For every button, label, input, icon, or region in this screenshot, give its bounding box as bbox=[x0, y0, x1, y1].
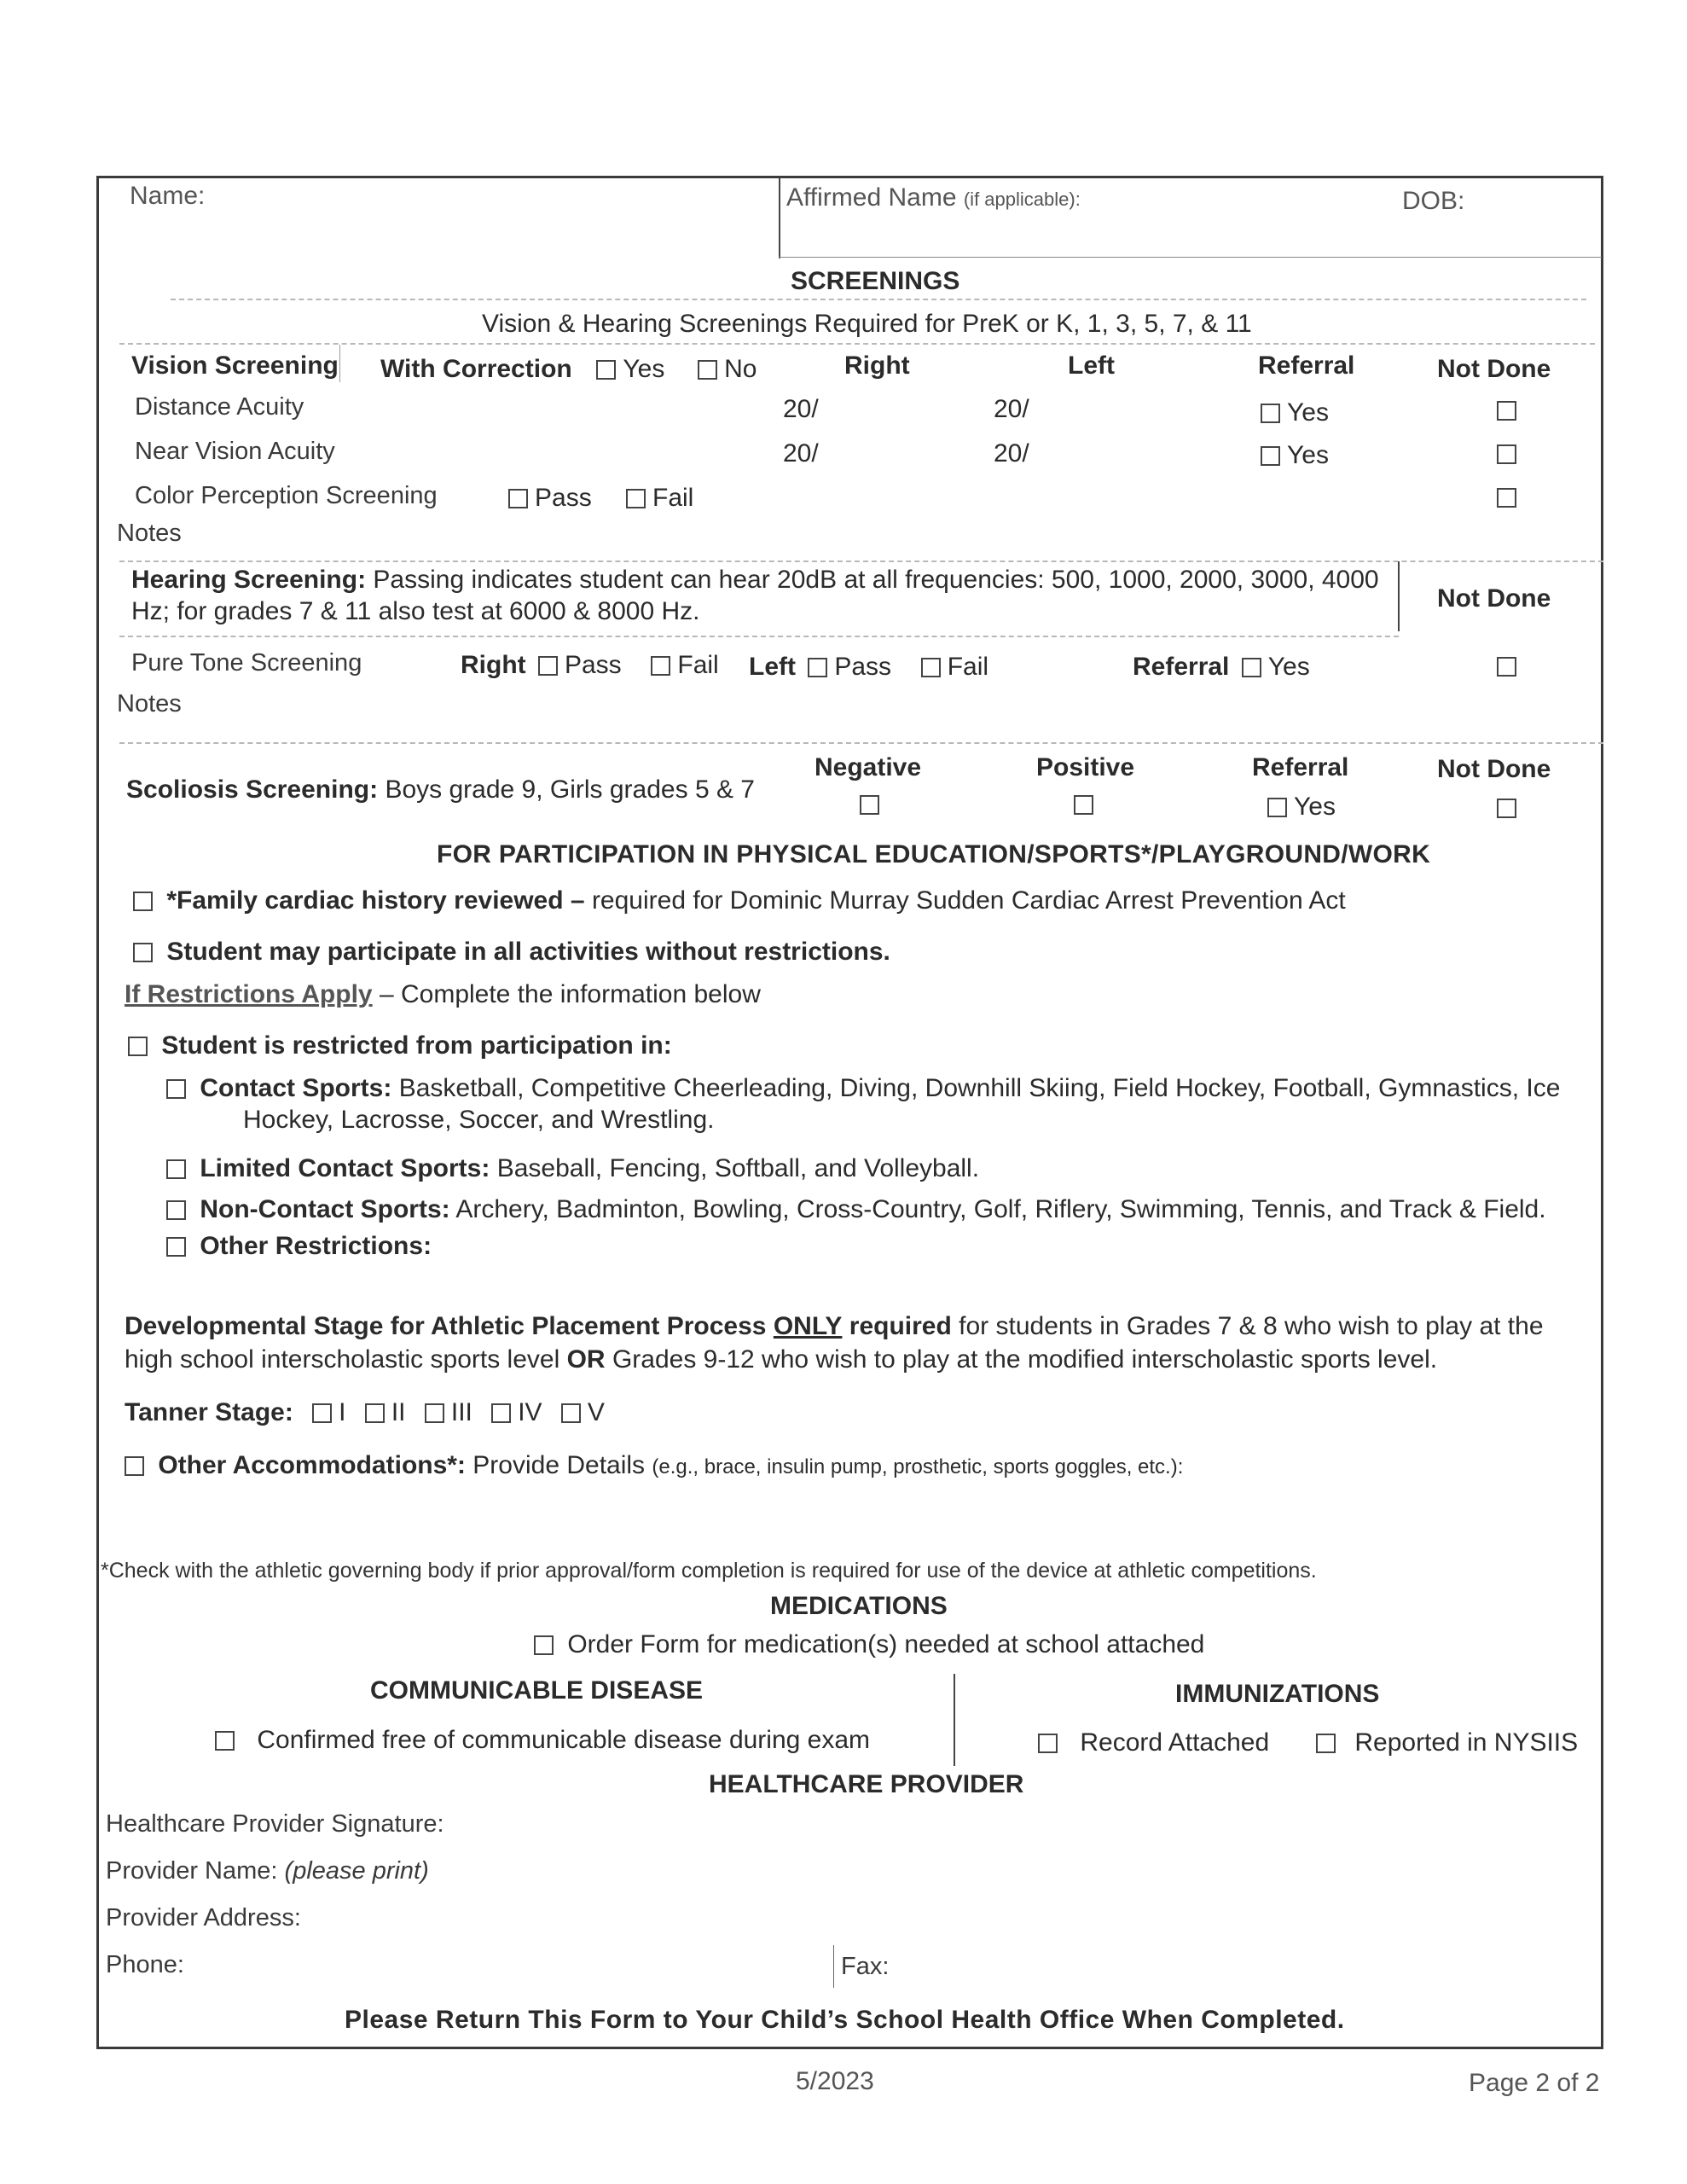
order-form-row bbox=[534, 1629, 1204, 1660]
col-left-header: Left bbox=[1068, 351, 1115, 380]
contact-sports-text-1: Basketball, Competitive Cheerleading, Diving, Downhill Skiing, Field Hockey, Football, Gymnastics, Ice bbox=[398, 1074, 1561, 1102]
immunizations-title: IMMUNIZATIONS bbox=[1175, 1680, 1380, 1708]
record-attached-row bbox=[1038, 1728, 1269, 1758]
near-referral-checkbox[interactable] bbox=[1261, 446, 1280, 466]
distance-referral-yes: Yes bbox=[1287, 398, 1329, 427]
color-pass-checkbox[interactable] bbox=[508, 489, 528, 508]
provider-name-row[interactable] bbox=[106, 1856, 429, 1885]
limited-contact-text: Baseball, Fencing, Softball, and Volleyball. bbox=[496, 1154, 980, 1182]
affirmed-name-note: (if applicable): bbox=[963, 189, 1081, 210]
if-restrictions-label: If Restrictions Apply bbox=[125, 980, 373, 1008]
other-accommodations-row bbox=[125, 1450, 1183, 1483]
restricted-label: Student is restricted from participation in: bbox=[161, 1031, 672, 1060]
dev-only: ONLY bbox=[773, 1312, 843, 1340]
hearing-notes-label: Notes bbox=[117, 690, 182, 717]
hearing-text-1: Passing indicates student can hear 20dB at all frequencies: 500, 1000, 2000, 3000, 4000 bbox=[373, 566, 1379, 594]
athletic-footnote: *Check with the athletic governing body if prior approval/form completion is required for use of the device at athletic competitions. bbox=[101, 1559, 1317, 1583]
vision-heading-divider bbox=[339, 345, 340, 382]
contact-sports-label: Contact Sports: bbox=[200, 1074, 392, 1102]
pure-tone-right-label: Right bbox=[461, 651, 526, 679]
tanner-stage-row bbox=[125, 1397, 605, 1428]
dev-required: required bbox=[849, 1312, 952, 1340]
tanner-4-checkbox[interactable] bbox=[491, 1403, 511, 1423]
phone-label[interactable]: Phone: bbox=[106, 1951, 184, 1978]
affirmed-name-label bbox=[786, 183, 1081, 215]
hearing-not-done-divider bbox=[1398, 561, 1400, 631]
if-restrictions-row bbox=[125, 979, 761, 1010]
page-number: Page 2 of 2 bbox=[1469, 2069, 1600, 2097]
correction-yes-label: Yes bbox=[623, 355, 665, 383]
correction-no-checkbox[interactable] bbox=[698, 360, 717, 380]
scoliosis-negative-checkbox[interactable] bbox=[860, 795, 879, 815]
distance-referral-checkbox[interactable] bbox=[1261, 404, 1280, 423]
near-right-value[interactable]: 20/ bbox=[783, 439, 819, 468]
scoliosis-top-divider bbox=[119, 742, 1603, 744]
distance-not-done-checkbox[interactable] bbox=[1497, 401, 1516, 421]
near-left-value[interactable]: 20/ bbox=[994, 439, 1029, 468]
near-not-done-checkbox[interactable] bbox=[1497, 444, 1516, 464]
near-referral bbox=[1261, 440, 1329, 471]
tanner-3-checkbox[interactable] bbox=[425, 1403, 444, 1423]
distance-left-value[interactable]: 20/ bbox=[994, 395, 1029, 423]
contact-sports-text-2: Hockey, Lacrosse, Soccer, and Wrestling. bbox=[243, 1106, 715, 1134]
near-referral-yes: Yes bbox=[1287, 441, 1329, 469]
left-pass-checkbox[interactable] bbox=[808, 658, 827, 677]
cardiac-checkbox[interactable] bbox=[133, 892, 153, 911]
communicable-confirmed-checkbox[interactable] bbox=[215, 1731, 235, 1751]
provider-name-note: (please print) bbox=[284, 1857, 429, 1885]
communicable-confirmed-label: Confirmed free of communicable disease during exam bbox=[257, 1726, 871, 1754]
hearing-not-done-header: Not Done bbox=[1437, 584, 1551, 613]
correction-no-label: No bbox=[724, 355, 757, 383]
other-accommodations-label: Other Accommodations*: bbox=[158, 1451, 466, 1479]
return-note: Please Return This Form to Your Child’s School Health Office When Completed. bbox=[345, 2006, 1345, 2034]
color-perception-label: Color Perception Screening bbox=[135, 482, 438, 509]
scoliosis-positive-header: Positive bbox=[1036, 753, 1135, 781]
pure-tone-referral-yes: Yes bbox=[1267, 653, 1310, 681]
pure-tone-referral-checkbox[interactable] bbox=[1242, 658, 1261, 677]
scoliosis-description bbox=[126, 775, 755, 805]
phone-fax-divider bbox=[833, 1945, 834, 1988]
healthcare-provider-title: HEALTHCARE PROVIDER bbox=[709, 1770, 1024, 1798]
provider-address-label[interactable]: Provider Address: bbox=[106, 1904, 301, 1931]
screenings-title: SCREENINGS bbox=[791, 267, 960, 295]
with-correction-label: With Correction bbox=[380, 355, 572, 383]
tanner-2-label: II bbox=[391, 1398, 406, 1426]
tanner-1-checkbox[interactable] bbox=[312, 1403, 332, 1423]
reported-nysiis-label: Reported in NYSIIS bbox=[1354, 1728, 1579, 1757]
tanner-2-checkbox[interactable] bbox=[365, 1403, 385, 1423]
scoliosis-referral-header: Referral bbox=[1252, 753, 1349, 781]
scoliosis-not-done bbox=[1497, 799, 1516, 820]
order-form-label: Order Form for medication(s) needed at school attached bbox=[567, 1630, 1205, 1658]
contact-sports-row bbox=[166, 1073, 1560, 1104]
record-attached-label: Record Attached bbox=[1080, 1728, 1270, 1757]
tanner-label: Tanner Stage: bbox=[125, 1398, 293, 1426]
hearing-description bbox=[131, 565, 1379, 595]
limited-contact-label: Limited Contact Sports: bbox=[200, 1154, 490, 1182]
contact-sports-checkbox[interactable] bbox=[166, 1079, 186, 1099]
developmental-line-1 bbox=[125, 1311, 1544, 1342]
other-accommodations-checkbox[interactable] bbox=[125, 1456, 144, 1476]
near-not-done bbox=[1497, 444, 1516, 466]
scoliosis-referral bbox=[1267, 792, 1336, 822]
scoliosis-negative-header: Negative bbox=[815, 753, 922, 781]
tanner-5-checkbox[interactable] bbox=[561, 1403, 581, 1423]
limited-contact-checkbox[interactable] bbox=[166, 1159, 186, 1179]
pure-tone-referral bbox=[1133, 652, 1310, 682]
no-restrictions-label: Student may participate in all activities without restrictions. bbox=[166, 938, 890, 966]
non-contact-text: Archery, Badminton, Bowling, Cross-Country, Golf, Riflery, Swimming, Tennis, and Track & Field. bbox=[455, 1195, 1546, 1223]
other-accommodations-eg: (e.g., brace, insulin pump, prosthetic, sports goggles, etc.): bbox=[652, 1455, 1184, 1478]
communicable-disease-title: COMMUNICABLE DISEASE bbox=[370, 1676, 704, 1705]
pure-tone-referral-label: Referral bbox=[1133, 653, 1230, 681]
developmental-line-2 bbox=[125, 1345, 1437, 1375]
other-restrictions-label: Other Restrictions: bbox=[200, 1232, 432, 1260]
pure-tone-not-done bbox=[1497, 657, 1516, 678]
right-pass-label: Pass bbox=[564, 651, 622, 679]
color-pass-label: Pass bbox=[535, 484, 592, 512]
pure-tone-left bbox=[749, 652, 988, 682]
color-fail-checkbox[interactable] bbox=[626, 489, 646, 508]
tanner-5-label: V bbox=[587, 1398, 605, 1426]
hearing-top-divider bbox=[119, 561, 1603, 562]
medications-title: MEDICATIONS bbox=[770, 1592, 948, 1620]
screenings-divider bbox=[171, 299, 1586, 300]
non-contact-checkbox[interactable] bbox=[166, 1200, 186, 1220]
header-bottom-line bbox=[779, 257, 1602, 258]
cardiac-row bbox=[133, 886, 1346, 916]
pure-tone-not-done-checkbox[interactable] bbox=[1497, 657, 1516, 677]
color-not-done-checkbox[interactable] bbox=[1497, 488, 1516, 508]
tanner-3-label: III bbox=[450, 1398, 472, 1426]
if-restrictions-text: – Complete the information below bbox=[379, 980, 761, 1008]
left-fail-checkbox[interactable] bbox=[921, 658, 941, 677]
distance-referral bbox=[1261, 398, 1329, 428]
other-restrictions-row bbox=[166, 1231, 432, 1262]
scoliosis-heading: Scoliosis Screening: bbox=[126, 775, 379, 804]
restricted-checkbox[interactable] bbox=[128, 1037, 148, 1056]
scoliosis-referral-checkbox[interactable] bbox=[1267, 798, 1287, 817]
color-pass-option bbox=[508, 483, 592, 514]
right-fail-label: Fail bbox=[677, 651, 719, 679]
scoliosis-positive bbox=[1074, 795, 1093, 816]
form-date: 5/2023 bbox=[796, 2067, 874, 2095]
vision-notes-label: Notes bbox=[117, 520, 182, 547]
scoliosis-not-done-checkbox[interactable] bbox=[1497, 799, 1516, 818]
affirmed-name-text: Affirmed Name bbox=[786, 183, 957, 212]
provider-name-label: Provider Name: bbox=[106, 1857, 278, 1885]
disease-immunization-divider bbox=[954, 1674, 955, 1766]
record-attached-checkbox[interactable] bbox=[1038, 1734, 1058, 1753]
left-fail-label: Fail bbox=[947, 653, 989, 681]
hearing-row-divider bbox=[119, 636, 1399, 637]
scoliosis-not-done-header: Not Done bbox=[1437, 755, 1551, 783]
tanner-4-label: IV bbox=[518, 1398, 542, 1426]
pure-tone-label: Pure Tone Screening bbox=[131, 649, 362, 677]
dev-text-2a: high school interscholastic sports level bbox=[125, 1345, 560, 1374]
communicable-confirmed-row bbox=[215, 1725, 870, 1756]
color-fail-option bbox=[626, 483, 693, 514]
no-restrictions-checkbox[interactable] bbox=[133, 943, 153, 962]
scoliosis-referral-yes: Yes bbox=[1294, 793, 1336, 821]
near-vision-label: Near Vision Acuity bbox=[135, 438, 335, 465]
col-right-header: Right bbox=[844, 351, 910, 380]
dev-heading: Developmental Stage for Athletic Placement Process bbox=[125, 1312, 767, 1340]
pure-tone-left-label: Left bbox=[749, 653, 796, 681]
order-form-checkbox[interactable] bbox=[534, 1635, 554, 1655]
non-contact-row bbox=[166, 1194, 1546, 1225]
participation-title: FOR PARTICIPATION IN PHYSICAL EDUCATION/SPORTS*/PLAYGROUND/WORK bbox=[437, 840, 1431, 868]
name-label: Name: bbox=[130, 182, 206, 210]
right-pass-checkbox[interactable] bbox=[538, 656, 558, 676]
other-accommodations-text: Provide Details bbox=[472, 1451, 646, 1479]
distance-right-value[interactable]: 20/ bbox=[783, 395, 819, 423]
color-not-done bbox=[1497, 488, 1516, 509]
dob-label: DOB: bbox=[1402, 187, 1465, 215]
scoliosis-text: Boys grade 9, Girls grades 5 & 7 bbox=[385, 775, 755, 804]
hearing-heading: Hearing Screening: bbox=[131, 566, 367, 594]
distance-not-done bbox=[1497, 401, 1516, 422]
vision-top-divider bbox=[119, 343, 1595, 345]
reported-nysiis-row bbox=[1316, 1728, 1578, 1758]
fax-label[interactable]: Fax: bbox=[841, 1953, 890, 1980]
scoliosis-positive-checkbox[interactable] bbox=[1074, 795, 1093, 815]
scoliosis-negative bbox=[860, 795, 879, 816]
screenings-subtitle: Vision & Hearing Screenings Required for PreK or K, 1, 3, 5, 7, & 11 bbox=[482, 310, 1252, 338]
header-divider bbox=[779, 177, 780, 258]
color-fail-label: Fail bbox=[652, 484, 694, 512]
col-not-done-header: Not Done bbox=[1437, 355, 1551, 383]
with-correction-group bbox=[380, 354, 757, 385]
cardiac-label: *Family cardiac history reviewed – bbox=[166, 886, 585, 915]
dev-text-2b: Grades 9-12 who wish to play at the modified interscholastic sports level. bbox=[612, 1345, 1438, 1374]
hearing-text-2: Hz; for grades 7 & 11 also test at 6000 & 8000 Hz. bbox=[131, 597, 700, 625]
col-referral-header: Referral bbox=[1258, 351, 1355, 380]
cardiac-text: required for Dominic Murray Sudden Cardiac Arrest Prevention Act bbox=[591, 886, 1346, 915]
vision-screening-heading: Vision Screening bbox=[131, 351, 339, 380]
other-restrictions-checkbox[interactable] bbox=[166, 1237, 186, 1257]
reported-nysiis-checkbox[interactable] bbox=[1316, 1734, 1336, 1753]
no-restrictions-row bbox=[133, 937, 890, 967]
pure-tone-right bbox=[461, 650, 719, 681]
restricted-row bbox=[128, 1031, 672, 1061]
limited-contact-row bbox=[166, 1153, 979, 1184]
dev-text-1: for students in Grades 7 & 8 who wish to play at the bbox=[959, 1312, 1544, 1340]
distance-acuity-label: Distance Acuity bbox=[135, 393, 304, 421]
dev-or: OR bbox=[566, 1345, 606, 1374]
left-pass-label: Pass bbox=[834, 653, 892, 681]
provider-signature-label[interactable]: Healthcare Provider Signature: bbox=[106, 1810, 444, 1838]
non-contact-label: Non-Contact Sports: bbox=[200, 1195, 450, 1223]
right-fail-checkbox[interactable] bbox=[651, 656, 670, 676]
correction-yes-checkbox[interactable] bbox=[596, 360, 616, 380]
tanner-1-label: I bbox=[339, 1398, 346, 1426]
